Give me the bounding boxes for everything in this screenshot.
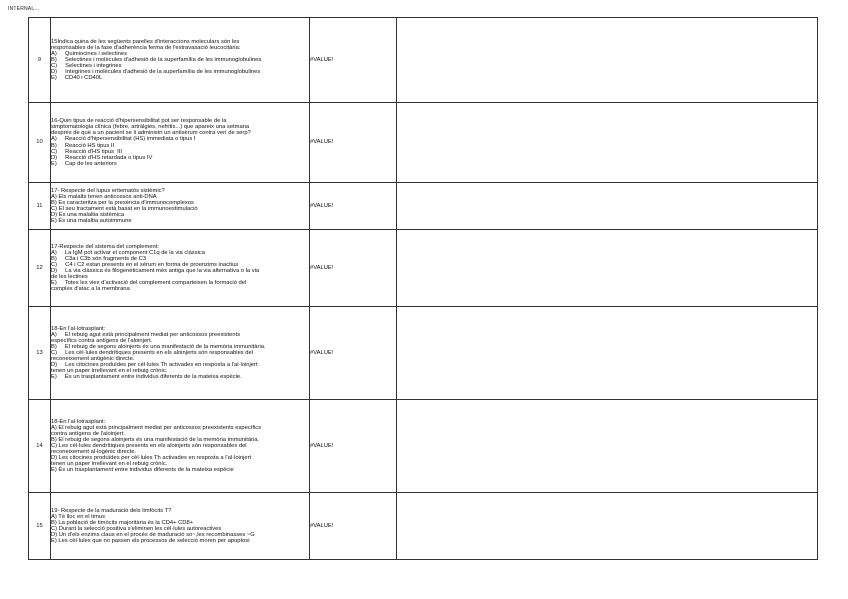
question-line: D) Integrines i molècules d'adhesió de la superfamília de les immunoglobulines: [51, 69, 261, 76]
table-row: [29, 18, 818, 103]
question-line: 15Indica quina de les següents parelles d'interaccions moleculars són les: [51, 38, 240, 45]
question-line: contra antígens de l'aloinjert.: [51, 430, 125, 437]
question-line: C) Durant la selecció positiva s'eliminen les cèl·lules autoreactives: [51, 526, 222, 532]
question-line: C) Les cèl·lules dendrítiques presents en els aloinjerts són responsables del: [51, 349, 254, 356]
question-line: A) Quimiocines i selectines: [51, 50, 128, 57]
question-line: 18-En l'al·lotrasplant:: [51, 418, 106, 425]
question-line: D) Les citocines produïdes per cèl·lules Th activades en resposta a l'al·loinjert: [51, 455, 252, 462]
question-cell: [51, 183, 310, 230]
row-number: 14: [29, 400, 51, 493]
question-line: E) Totes les vies d'activació del complement comparteixen la formació del: [51, 280, 247, 287]
question-line: D) Un d'els enzims claus en el procés de maduració so~,les recombinasses ~G: [51, 532, 255, 539]
empty-cell: [397, 183, 818, 230]
question-line: 17- Respecte del lupus eritematós sistèmic?: [51, 187, 165, 194]
result-cell: #VALUE!: [310, 230, 397, 307]
question-line: A) La IgM pot activar el component C1q de la via clàssica: [51, 249, 206, 256]
question-line: 17-Respecte del sistema del complement:: [51, 243, 159, 250]
row-number: 10: [29, 103, 51, 183]
question-cell: [51, 18, 310, 103]
question-line: B) Reacció HS tipus II: [51, 142, 115, 149]
table-row: [29, 307, 818, 400]
question-line: A) Reacció d'hipersensibilitat (HS) immediata o tipus I: [51, 136, 196, 143]
empty-cell: [397, 307, 818, 400]
question-line: B) El rebuig de segons aloinjerts és una manifestació de la memòria immunitària.: [51, 343, 266, 350]
row-number: 9: [29, 18, 51, 103]
questions-table: [28, 17, 818, 560]
question-line: E) És una malaltia autoimmune: [51, 218, 132, 225]
question-line: reconeixement antigènic directe.: [51, 356, 135, 363]
question-line: C) El seu tractament està basat en la immunoestimulació: [51, 206, 198, 212]
question-line: tenen un paper irrellevant en el rebuig crònic.: [51, 461, 168, 468]
result-cell: #VALUE!: [310, 18, 397, 103]
question-line: A) Els malalts tenen anticossos anti-DNA: [51, 193, 157, 200]
question-line: B) Es caracteritza per la presència d'immunocomplexos: [51, 199, 194, 206]
question-line: tenen un paper irrellevant en el rebuig crònic.: [51, 368, 168, 375]
question-line: D) La via clàssica és filogenèticament més antiga que la via alternativa o la via: [51, 268, 260, 274]
empty-cell: [397, 230, 818, 307]
question-line: B) Selectines i molècules d'adhesió de la superfamília de les immunoglobulines.: [51, 56, 263, 63]
question-cell: [51, 493, 310, 560]
question-line: C) Selectines i integrines: [51, 63, 122, 70]
table-row: [29, 103, 818, 183]
question-line: E) És un trasplantament entre individus diferents de la mateixa espècie.: [51, 374, 242, 381]
empty-cell: [397, 400, 818, 493]
question-line: D) Les citocines produïdes per cèl·lules Th activades en resposta a l'al·loinjert: [51, 362, 258, 369]
row-number: 15: [29, 493, 51, 560]
question-line: E) És un trasplantament entre individus diferents de la mateixa espècie: [51, 467, 234, 474]
question-line: responsables de la fase d'adherència ferma de l'extravasació leucocitària:: [51, 44, 241, 51]
question-line: A) El rebuig agut està principalment mediat per anticossos preexistents específics: [51, 424, 262, 431]
result-cell: #VALUE!: [310, 400, 397, 493]
question-line: 18-En l'al·lotrasplant:: [51, 325, 106, 332]
question-cell: [51, 307, 310, 400]
question-line: C) Les cèl·lules dendrítiques presents en els aloinjerts són responsables del: [51, 442, 247, 449]
question-line: E) CD40 i CD40L: [51, 75, 103, 82]
question-line: 19- Respecte de la maduració dels limfòcits T?: [51, 507, 172, 514]
question-line: complex d'atac a la membrana: [51, 286, 130, 293]
question-cell: [51, 230, 310, 307]
question-line: E) Les cèl·lules que no passen els processos de selecció moren per apoptosi: [51, 538, 250, 545]
result-cell: #VALUE!: [310, 493, 397, 560]
question-line: C) C4 i C2 estan presents en el sèrum en forma de proenzims inactius: [51, 261, 239, 268]
row-number: 11: [29, 183, 51, 230]
question-cell: [51, 103, 310, 183]
row-number: 13: [29, 307, 51, 400]
question-line: reconeixement al·logènic directe.: [51, 449, 137, 456]
result-cell: #VALUE!: [310, 103, 397, 183]
question-line: A) El rebuig agut està principalment mediat per anticossos preexistents: [51, 331, 241, 338]
table-row: [29, 183, 818, 230]
question-line: de les lectines: [51, 274, 88, 281]
question-line: B) C3a i C3b són fragments de C3: [51, 255, 147, 262]
empty-cell: [397, 103, 818, 183]
question-line: E) Cap de les anteriors: [51, 160, 117, 167]
question-line: D) Reacció d'HS retardada o tipus IV: [51, 154, 153, 161]
row-number: 12: [29, 230, 51, 307]
question-line: D) És una malaltia sistèmica: [51, 212, 125, 219]
header-label: INTERNAL...: [8, 6, 40, 12]
table-row: [29, 493, 818, 560]
table-row: [29, 230, 818, 307]
empty-cell: [397, 18, 818, 103]
question-cell: [51, 400, 310, 493]
question-line: després de què a un pacient se li administri un antisèrum contra verí de serp?: [51, 130, 251, 137]
question-line: B) La població de timòcits majoritària és la CD4+ CD8+: [51, 519, 194, 526]
question-line: simptomatologia clínica (febre, artràlgies, nefritis...) que apareix una setmana: [51, 124, 250, 131]
empty-cell: [397, 493, 818, 560]
result-cell: #VALUE!: [310, 183, 397, 230]
question-line: C) Reacció d'HS tipus III: [51, 148, 123, 155]
question-line: B) El rebuig de segons aloinjerts és una manifestació de la memòria immunitària.: [51, 436, 260, 443]
question-line: específics contra antígens de l'aloinjert.: [51, 337, 153, 344]
table-row: [29, 400, 818, 493]
question-line: A) Té lloc en el timus: [51, 513, 106, 520]
question-line: 16-Quin tipus de reacció d'hipersensibilitat pot ser responsable de la: [51, 118, 227, 125]
result-cell: #VALUE!: [310, 307, 397, 400]
